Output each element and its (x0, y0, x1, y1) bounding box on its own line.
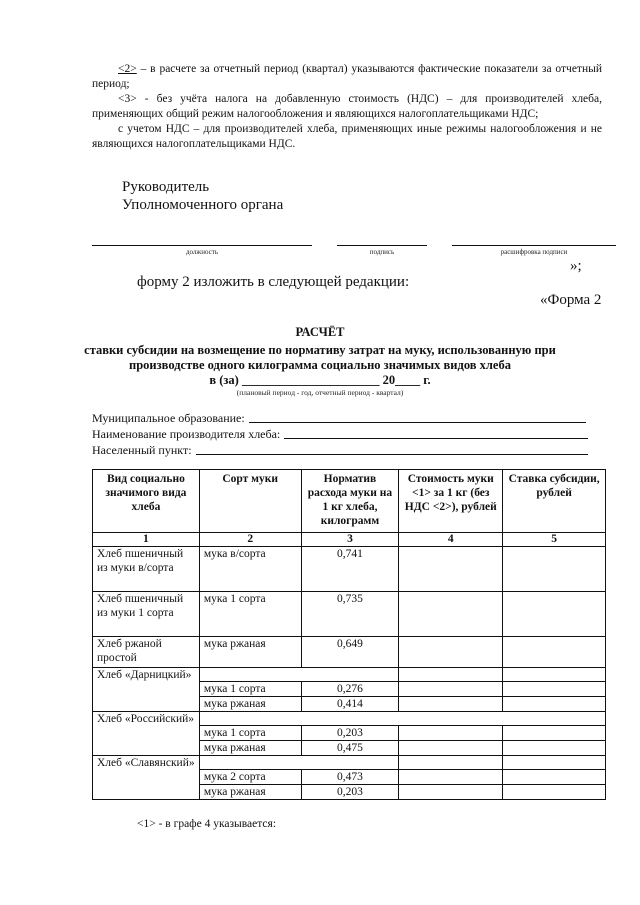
decoding-caption: расшифровка подписи (500, 248, 568, 256)
flour-cost-cell[interactable] (399, 726, 503, 741)
table-row (93, 592, 606, 637)
footnote-3-continued: с учетом НДС – для производителей хлеба, применяющих иные режимы налогообложения и не являющихся налогоплательщиками НДС. (92, 123, 602, 150)
municipality-row (92, 411, 586, 426)
title-period: в (за) ______________________ 20____ г. (209, 373, 431, 387)
bread-kind-cell: Хлеб «Российский» (93, 712, 200, 756)
header-flour-cost: Стоимость муки <1> за 1 кг (без НДС <2>), рублей (399, 470, 503, 533)
producer-label: Наименование производителя хлеба: (92, 427, 281, 441)
flour-grade-cell: мука 1 сорта (199, 592, 301, 637)
table-header-row (93, 470, 606, 533)
flour-norm-cell: 0,473 (301, 770, 399, 785)
signature-head-title: Руководитель (122, 179, 210, 195)
flour-norm-cell: 0,414 (301, 697, 399, 712)
settlement-label: Населенный пункт: (92, 443, 192, 457)
flour-cost-cell[interactable] (399, 637, 503, 668)
table-row (93, 637, 606, 668)
footnote-2 (92, 62, 602, 92)
bread-kind-cell: Хлеб пшеничный из муки 1 сорта (93, 592, 200, 637)
flour-norm-cell: 0,649 (301, 637, 399, 668)
flour-norm-cell: 0,203 (301, 726, 399, 741)
flour-cost-cell[interactable] (399, 592, 503, 637)
col-number: 2 (199, 533, 301, 547)
group-spacer-cell (199, 712, 605, 726)
flour-cost-cell[interactable] (399, 756, 503, 770)
footnote-2-marker: <2> (118, 63, 137, 75)
subsidy-rate-cell[interactable] (503, 756, 606, 770)
settlement-field[interactable] (196, 443, 588, 455)
signature-caption: подпись (369, 248, 395, 256)
table-row (93, 668, 606, 682)
flour-norm-cell: 0,475 (301, 741, 399, 756)
flour-grade-cell: мука 1 сорта (199, 726, 301, 741)
municipality-label: Муниципальное образование: (92, 411, 245, 425)
table-row (93, 547, 606, 592)
group-spacer-cell (199, 756, 399, 770)
bread-kind-cell: Хлеб ржаной простой (93, 637, 200, 668)
footnote-2-text: – в расчете за отчетный период (квартал) указываются фактические показатели за отчетный период; (92, 63, 602, 90)
bread-kind-cell: Хлеб «Дарницкий» (93, 668, 200, 712)
bread-kind-cell: Хлеб пшеничный из муки в/сорта (93, 547, 200, 592)
group-spacer-cell (199, 668, 399, 682)
subsidy-rate-cell[interactable] (503, 547, 606, 592)
subsidy-rate-cell[interactable] (503, 741, 606, 756)
subsidy-rate-cell[interactable] (503, 697, 606, 712)
signature-line (337, 245, 427, 246)
flour-norm-cell: 0,203 (301, 785, 399, 800)
subsidy-rate-table (92, 469, 606, 800)
signature-head-org: Уполномоченного органа (122, 197, 284, 213)
title-heading: РАСЧЁТ (295, 325, 345, 339)
flour-cost-cell[interactable] (399, 547, 503, 592)
flour-grade-cell: мука в/сорта (199, 547, 301, 592)
producer-field[interactable] (284, 427, 588, 439)
flour-grade-cell: мука ржаная (199, 785, 301, 800)
column-numbers-row (93, 533, 606, 547)
header-flour-norm: Норматив расхода муки на 1 кг хлеба, килограмм (301, 470, 399, 533)
subsidy-rate-cell[interactable] (503, 637, 606, 668)
flour-grade-cell: мука ржаная (199, 741, 301, 756)
col-number: 3 (301, 533, 399, 547)
position-caption: должность (185, 248, 219, 256)
form-title (80, 325, 560, 397)
municipality-field[interactable] (249, 411, 586, 423)
flour-grade-cell: мука 2 сорта (199, 770, 301, 785)
col-number: 1 (93, 533, 200, 547)
subsidy-rate-cell[interactable] (503, 592, 606, 637)
flour-cost-cell[interactable] (399, 682, 503, 697)
subsidy-rate-cell[interactable] (503, 682, 606, 697)
flour-norm-cell: 0,741 (301, 547, 399, 592)
subsidy-rate-cell[interactable] (503, 770, 606, 785)
col-number: 4 (399, 533, 503, 547)
flour-cost-cell[interactable] (399, 741, 503, 756)
flour-norm-cell: 0,735 (301, 592, 399, 637)
footnote-3: <3> - без учёта налога на добавленную стоимость (НДС) – для производителей хлеба, применяющих общий режим налогообложения и являющихся налогоплательщиками НДС; (92, 93, 602, 120)
form-label: «Форма 2 (540, 292, 602, 308)
table-row (93, 712, 606, 726)
flour-grade-cell: мука 1 сорта (199, 682, 301, 697)
header-bread-kind: Вид социально значимого вида хлеба (93, 470, 200, 533)
flour-cost-cell[interactable] (399, 697, 503, 712)
footnote-bottom: <1> - в графе 4 указывается: (137, 818, 277, 830)
col-number: 5 (503, 533, 606, 547)
flour-cost-cell[interactable] (399, 668, 503, 682)
subsidy-rate-cell[interactable] (503, 726, 606, 741)
flour-grade-cell: мука ржаная (199, 637, 301, 668)
settlement-row (92, 443, 588, 458)
decoding-line (452, 245, 616, 246)
bread-kind-cell: Хлеб «Славянский» (93, 756, 200, 800)
position-line (92, 245, 312, 246)
period-caption: (плановый период - год, отчетный период - квартал) (236, 388, 404, 397)
subsidy-rate-cell[interactable] (503, 785, 606, 800)
closing-quote: »; (570, 258, 582, 274)
flour-norm-cell: 0,276 (301, 682, 399, 697)
amendment-text: форму 2 изложить в следующей редакции: (137, 274, 410, 290)
subsidy-rate-cell[interactable] (503, 668, 606, 682)
header-subsidy-rate: Ставка субсидии, рублей (503, 470, 606, 533)
flour-cost-cell[interactable] (399, 770, 503, 785)
title-line-2: ставки субсидии на возмещение по нормативу затрат на муку, использованную при (84, 343, 556, 357)
header-flour-grade: Сорт муки (199, 470, 301, 533)
title-line-3: производстве одного килограмма социально значимых видов хлеба (129, 358, 511, 372)
flour-grade-cell: мука ржаная (199, 697, 301, 712)
producer-row (92, 427, 588, 442)
flour-cost-cell[interactable] (399, 785, 503, 800)
table-row (93, 756, 606, 770)
